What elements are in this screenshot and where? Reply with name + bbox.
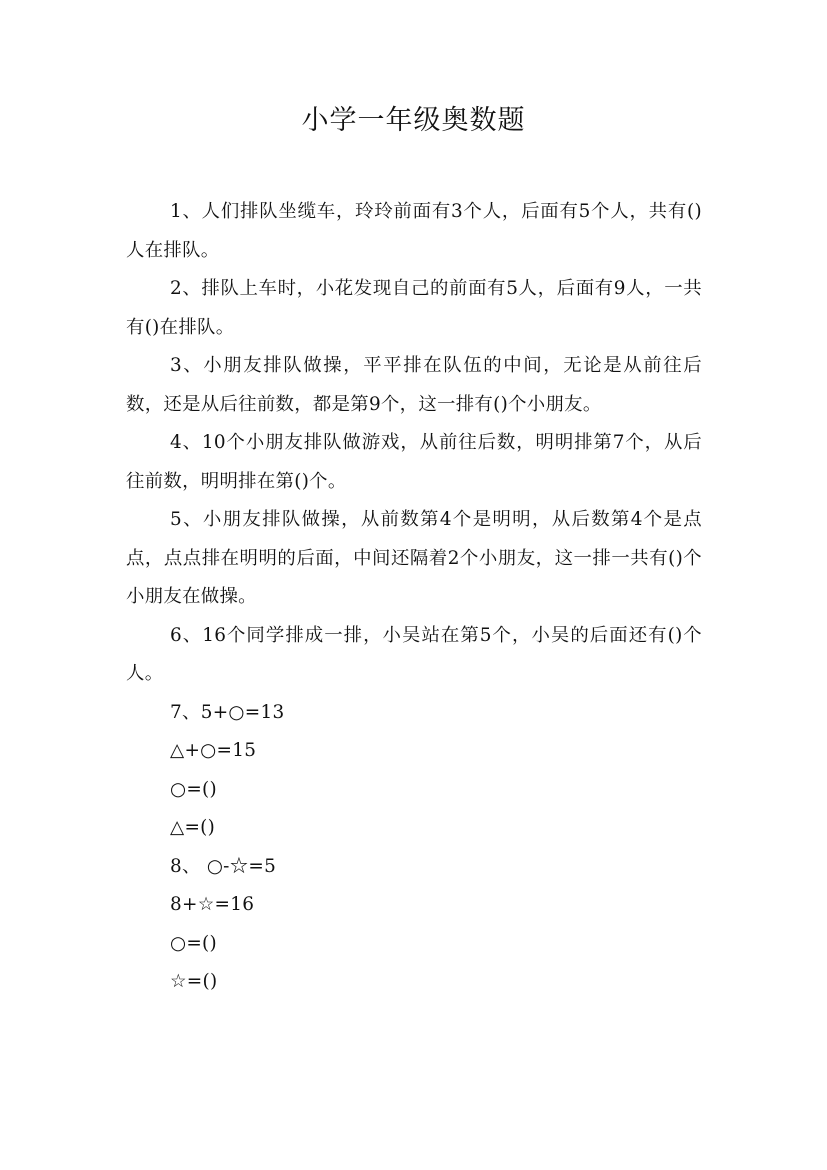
question-5: 5、小朋友排队做操，从前数第4个是明明，从后数第4个是点点，点点排在明明的后面，中间还隔着2个小朋友，这一排一共有()个小朋友在做操。 (126, 509, 702, 607)
question-7-equation-2: △+○=15 (170, 740, 257, 761)
question-7-answer-circle: ○=() (170, 778, 218, 800)
question-3: 3、小朋友排队做操，平平排在队伍的中间，无论是从前往后数，还是从后往前数，都是第9个，这一排有()个小朋友。 (126, 355, 702, 415)
document-body (126, 193, 702, 1002)
question-6: 6、16个同学排成一排，小吴站在第5个，小吴的后面还有()个人。 (126, 624, 702, 684)
question-8-equation-1: 8、 ○-☆=5 (170, 855, 277, 877)
document-title: 小学一年级奥数题 (301, 105, 526, 136)
question-7-equation-1: 7、5+○=13 (170, 701, 285, 723)
question-7-answer-triangle: △=() (170, 817, 216, 838)
question-2: 2、排队上车时，小花发现自己的前面有5人，后面有9人，一共有()在排队。 (126, 278, 702, 338)
question-1: 1、人们排队坐缆车，玲玲前面有3个人，后面有5个人，共有()人在排队。 (126, 201, 702, 261)
question-4: 4、10个小朋友排队做游戏，从前往后数，明明排第7个，从后往前数，明明排在第()个。 (126, 432, 702, 492)
question-8-answer-star: ☆=() (170, 971, 218, 992)
question-8-answer-circle: ○=() (170, 932, 218, 954)
question-8-equation-2: 8+☆=16 (170, 894, 255, 915)
